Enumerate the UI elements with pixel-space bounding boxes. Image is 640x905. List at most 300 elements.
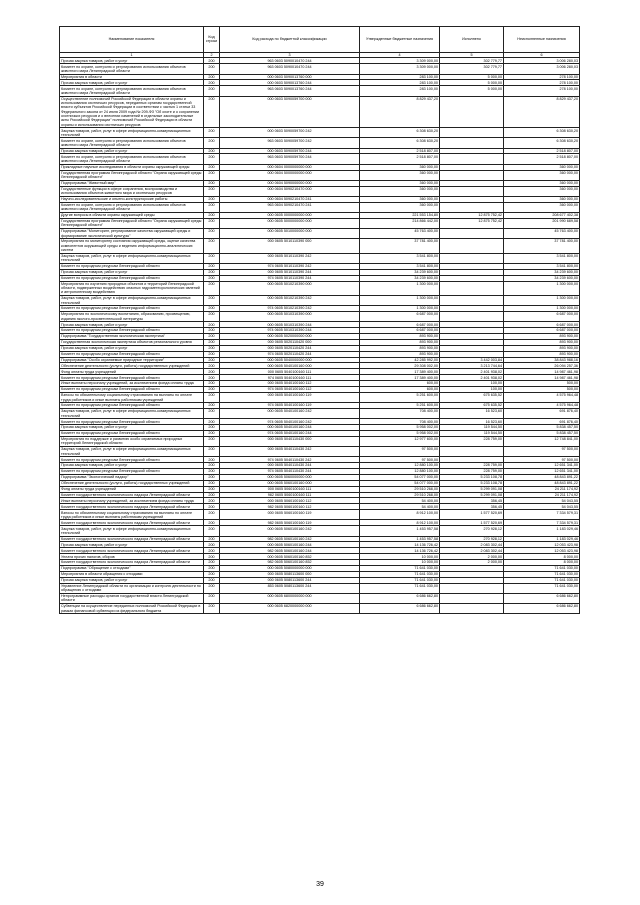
cell-line-code: 200 [204,312,220,322]
cell-executed: 119 544,50 [440,430,504,436]
cell-approved: 54 077 000,00 [360,474,440,480]
cell-unexecuted: 24 211 174,92 [504,486,580,492]
cell-budget-code: 000 0605 5020000000 000 [220,334,360,340]
cell-unexecuted: 201 990 689,58 [504,218,580,228]
cell-budget-code: 000 0605 5040110430 000 [220,436,360,446]
cell-line-code: 200 [204,571,220,577]
cell-approved: 29 308 002,00 [360,363,440,369]
cell-unexecuted: 2 518 807,00 [504,154,580,164]
table-body [60,58,580,614]
cell-approved: 12 880 100,00 [360,463,440,469]
cell-budget-code: 974 0605 5040100160 119 [220,403,360,409]
cell-name: Комитет по природным ресурсам Ленинградской области [60,457,204,463]
cell-unexecuted: 278 100,00 [504,80,580,86]
cell-approved: 97 500,00 [360,447,440,457]
cell-unexecuted: 6 686 662,80 [504,604,580,614]
cell-name: Комитет по охране, контролю и регулированию использования объектов животного мира Ленинградской области [60,86,204,96]
cell-line-code: 200 [204,425,220,431]
cell-unexecuted: 5 838 457,50 [504,430,580,436]
cell-approved: 893 900,00 [360,345,440,351]
cell-approved: 600,00 [360,387,440,393]
cell-line-code: 200 [204,170,220,180]
cell-budget-code: 974 0605 5040100160 111 [220,375,360,381]
cell-budget-code: 853 0605 5080113600 244 [220,583,360,593]
cell-name: Комитет по природным ресурсам Ленинградской области [60,403,204,409]
cell-budget-code: 000 0605 5010310390 000 [220,312,360,322]
cell-name: Обеспечение деятельности (услуги, работы) государственных учреждений [60,363,204,369]
cell-approved: 893 900,00 [360,339,440,345]
cell-budget-code: 000 0605 5020110420 244 [220,345,360,351]
cell-approved: 3 541 800,00 [360,253,440,263]
cell-executed: 5 000,00 [440,74,504,80]
cell-name: Комитет по природным ресурсам Ленинградской области [60,328,204,334]
cell-budget-code: 000 0603 5090013760 244 [220,80,360,86]
cell-budget-code: 982 0605 5060100160 112 [220,504,360,510]
cell-budget-code: 000 0605 5040100160 244 [220,425,360,431]
cell-unexecuted: 6 308 630,20 [504,138,580,148]
cell-line-code: 200 [204,328,220,334]
cell-executed [440,295,504,305]
cell-budget-code: 000 0605 5060100160 852 [220,554,360,560]
cell-executed [440,154,504,164]
cell-name: Прикладные научные исследования в области охраны окружающей среды [60,164,204,170]
cell-executed: 12 875 752,42 [440,212,504,218]
cell-executed: 675 635,52 [440,403,504,409]
cell-executed: 119 544,50 [440,425,504,431]
cell-line-code: 200 [204,577,220,583]
cell-unexecuted: 1 300 000,00 [504,306,580,312]
cell-executed [440,239,504,253]
cell-name: Государственная программа Ленинградской области "Охрана окружающей среды Ленинградской области" [60,218,204,228]
cell-name: Мероприятия по изучению природных объектов и территорий Ленинградской области, подверженных воздействию опасных гидрометеорологических явлений и антропогенному воздействию [60,281,204,295]
cell-approved: 17 389 400,00 [360,369,440,375]
cell-name: Закупка товаров, работ, услуг в сфере информационно-коммуникационных технологий [60,409,204,419]
cell-unexecuted: 8 829 437,20 [504,96,580,128]
cell-unexecuted: 691 876,40 [504,409,580,419]
cell-budget-code: 000 0605 5040100160 119 [220,392,360,402]
cell-budget-code: 963 0603 5090013760 244 [220,86,360,96]
cell-line-code: 200 [204,351,220,357]
cell-approved: 71 641 030,00 [360,577,440,583]
table-row [60,239,580,253]
cell-budget-code: 000 0605 5010110390 244 [220,269,360,275]
cell-unexecuted: 360 000,00 [504,180,580,186]
cell-approved: 600,00 [360,381,440,387]
cell-budget-code: 000 0605 5040110430 242 [220,447,360,457]
cell-unexecuted: 893 900,00 [504,339,580,345]
cell-line-code: 200 [204,510,220,520]
cell-approved: 360 000,00 [360,180,440,186]
cell-approved: 37 781 400,00 [360,239,440,253]
cell-line-code: 200 [204,80,220,86]
cell-executed [440,583,504,593]
cell-budget-code: 000 0605 5010110390 000 [220,239,360,253]
cell-executed: 302 779,77 [440,64,504,74]
cell-budget-code: 000 0605 5040100160 242 [220,409,360,419]
cell-name: Комитет государственного экологического надзора Ленинградской области [60,536,204,542]
cell-approved: 6 687 000,00 [360,312,440,322]
cell-executed [440,312,504,322]
table-row [60,138,580,148]
cell-approved: 34 239 600,00 [360,269,440,275]
cell-budget-code: 000 0605 5080000000 000 [220,565,360,571]
cell-unexecuted: 6 687 000,00 [504,322,580,328]
cell-unexecuted: 54 043,55 [504,498,580,504]
column-header-approved: Утвержденные бюджетные назначения [360,27,440,53]
cell-unexecuted: 3 541 800,00 [504,263,580,269]
cell-budget-code: 000 0605 5010210390 242 [220,295,360,305]
cell-name: Государственные функции в сфере сохранения, воспроизводства и использования объектов животного мира и охотничьих ресурсов [60,186,204,196]
cell-approved: 10 000,00 [360,560,440,566]
cell-executed [440,128,504,138]
cell-approved: 6 308 630,20 [360,138,440,148]
cell-name: Мероприятия по поддержке и развитию особо охраняемых природных территорий Ленинградской области [60,436,204,446]
table-row [60,392,580,402]
cell-line-code: 200 [204,212,220,218]
cell-approved: 71 641 030,00 [360,565,440,571]
cell-executed: 356,45 [440,498,504,504]
cell-approved: 1 300 000,00 [360,306,440,312]
cell-executed: 5 299 091,08 [440,492,504,498]
cell-approved: 1 300 000,00 [360,295,440,305]
cell-unexecuted: 1 183 029,46 [504,526,580,536]
cell-unexecuted: 71 641 030,00 [504,565,580,571]
cell-unexecuted: 5 838 457,50 [504,425,580,431]
cell-budget-code: 000 0605 5060100160 000 [220,480,360,486]
cell-unexecuted: 71 641 030,00 [504,583,580,593]
cell-approved: 29 510 268,00 [360,486,440,492]
cell-budget-code: 000 0604 5090210470 000 [220,186,360,196]
cell-line-code: 200 [204,604,220,614]
cell-name: Уплата прочих налогов, сборов [60,554,204,560]
cell-executed: 356,45 [440,504,504,510]
cell-executed: 100,00 [440,387,504,393]
cell-executed: 228 759,00 [440,469,504,475]
cell-executed: 5 233 108,78 [440,474,504,480]
cell-line-code: 200 [204,180,220,186]
cell-executed: 270 928,12 [440,536,504,542]
cell-unexecuted: 500,00 [504,387,580,393]
column-number: 1 [60,52,204,58]
cell-name: Другие вопросы в области охраны окружающей среды [60,212,204,218]
cell-line-code: 200 [204,480,220,486]
cell-budget-code: 000 0605 5080113600 244 [220,577,360,583]
cell-line-code: 200 [204,548,220,554]
cell-line-code: 200 [204,492,220,498]
cell-line-code: 200 [204,269,220,275]
cell-name: Иные выплаты персоналу учреждений, за исключением фонда оплаты труда [60,498,204,504]
cell-unexecuted: 71 641 030,00 [504,571,580,577]
cell-budget-code: 000 0605 5040100160 112 [220,381,360,387]
cell-executed: 2 401 938,02 [440,369,504,375]
table-row [60,604,580,614]
cell-budget-code: 000 0605 5040110430 244 [220,463,360,469]
cell-budget-code: 963 0604 5090210470 241 [220,202,360,212]
table-row [60,186,580,196]
cell-line-code: 200 [204,263,220,269]
column-number: 2 [204,52,220,58]
cell-executed [440,186,504,196]
cell-budget-code: 000 0603 5090059700 242 [220,128,360,138]
cell-executed: 675 635,52 [440,392,504,402]
cell-line-code: 200 [204,64,220,74]
cell-name: Закупка товаров, работ, услуг в сфере информационно-коммуникационных технологий [60,447,204,457]
cell-approved: 8 912 100,00 [360,510,440,520]
cell-executed: 228 759,00 [440,463,504,469]
cell-name: Государственная экологическая экспертиза объектов регионального уровня [60,339,204,345]
cell-unexecuted: 54 043,55 [504,504,580,510]
cell-name: Непрограммные расходы органов государственной власти Ленинградской области [60,593,204,603]
cell-name: Прочая закупка товаров, работ и услуг [60,577,204,583]
column-header-name: Наименование показателя [60,27,204,53]
cell-line-code: 200 [204,363,220,369]
cell-executed [440,202,504,212]
cell-unexecuted: 48 843 891,22 [504,480,580,486]
cell-line-code: 200 [204,436,220,446]
cell-budget-code: 982 0605 5060100160 852 [220,560,360,566]
cell-line-code: 200 [204,520,220,526]
cell-unexecuted: 12 651 341,00 [504,463,580,469]
cell-executed: 2 000,00 [440,560,504,566]
cell-unexecuted: 893 900,00 [504,345,580,351]
table-row [60,593,580,603]
cell-unexecuted: 4 575 964,48 [504,392,580,402]
cell-name: Подпрограмма "Мониторинг, регулирование качества окружающей среды и формирование экологической культуры" [60,228,204,238]
cell-budget-code: 974 0605 5010310390 244 [220,328,360,334]
cell-line-code: 200 [204,457,220,463]
cell-budget-code: 963 0603 5090010470 244 [220,64,360,74]
column-number: 6 [504,52,580,58]
cell-name: Подпрограмма "Особо охраняемые природные территории" [60,357,204,363]
cell-approved: 8 829 437,20 [360,96,440,128]
cell-approved: 71 641 030,00 [360,583,440,593]
cell-approved: 6 686 662,80 [360,604,440,614]
cell-unexecuted: 14 987 461,98 [504,369,580,375]
cell-name: Закупка товаров, работ, услуг в сфере информационно-коммуникационных технологий [60,128,204,138]
cell-approved: 360 000,00 [360,164,440,170]
cell-line-code: 200 [204,339,220,345]
cell-name: Прочая закупка товаров, работ и услуг [60,425,204,431]
cell-approved: 14 136 726,42 [360,542,440,548]
cell-line-code: 200 [204,565,220,571]
cell-executed: 5 000,00 [440,86,504,96]
cell-executed: 228 759,00 [440,436,504,446]
cell-unexecuted: 278 100,00 [504,86,580,96]
cell-line-code: 200 [204,295,220,305]
cell-executed [440,170,504,180]
cell-line-code: 200 [204,218,220,228]
cell-unexecuted: 360 000,00 [504,186,580,196]
cell-name: Комитет государственного экологического надзора Ленинградской области [60,560,204,566]
cell-line-code: 200 [204,228,220,238]
cell-name: Осуществление полномочий Российской Федерации в области охраны и использования охотничьих ресурсов, переданных органам государственной власти субъектов Российской Федерации в соответствии с частью 1 статьи 33 Федерального закона от 24 июля 2009 года № 209-ФЗ "Об охоте и о сохранении охотничьих ресурсов и о внесении изменений в отдельные законодательные акты Российской Федерации" полномочий Российской Федерации в области охраны и использования охотничьих ресурсов [60,96,204,128]
cell-executed [440,447,504,457]
cell-name: Комитет по природным ресурсам Ленинградской области [60,430,204,436]
cell-approved: 1 453 957,58 [360,536,440,542]
cell-executed: 3 442 003,84 [440,357,504,363]
cell-approved: 42 285 992,00 [360,357,440,363]
table-row [60,409,580,419]
cell-line-code: 200 [204,357,220,363]
cell-name: Комитет по охране, контролю и регулированию использования объектов животного мира Ленинградской области [60,138,204,148]
table-row [60,228,580,238]
cell-budget-code: 982 0605 5060100160 119 [220,520,360,526]
cell-unexecuted: 48 843 891,22 [504,474,580,480]
cell-name: Подпрограмма "Государственная экологическая экспертиза" [60,334,204,340]
cell-approved: 360 000,00 [360,202,440,212]
cell-executed [440,593,504,603]
cell-line-code: 200 [204,560,220,566]
cell-budget-code: 000 0605 0000000000 000 [220,212,360,218]
table-row [60,295,580,305]
cell-unexecuted: 12 053 423,98 [504,542,580,548]
cell-budget-code: 000 0604 5090210470 241 [220,196,360,202]
cell-unexecuted: 14 987 461,98 [504,375,580,381]
cell-name: Иные выплаты персоналу учреждений, за исключением фонда оплаты труда [60,381,204,387]
cell-budget-code: 974 0605 5010210390 242 [220,306,360,312]
cell-name: Фонд оплаты труда учреждений [60,369,204,375]
cell-budget-code: 000 0605 5060100160 111 [220,486,360,492]
cell-line-code: 200 [204,409,220,419]
cell-unexecuted: 8 000,00 [504,554,580,560]
cell-unexecuted: 6 308 630,20 [504,128,580,138]
cell-executed [440,281,504,295]
cell-line-code: 200 [204,430,220,436]
cell-name: Подпрограмма "Животный мир" [60,180,204,186]
cell-line-code: 200 [204,275,220,281]
cell-name: Закупка товаров, работ, услуг в сфере информационно-коммуникационных технологий [60,253,204,263]
cell-line-code: 200 [204,593,220,603]
cell-approved: 29 510 268,00 [360,492,440,498]
cell-executed [440,604,504,614]
cell-budget-code: 000 0605 5080113600 000 [220,571,360,577]
cell-unexecuted: 4 575 964,48 [504,403,580,409]
cell-unexecuted: 3 541 800,00 [504,253,580,263]
cell-budget-code: 974 0605 5010110390 244 [220,275,360,281]
cell-name: Обеспечение деятельности (услуги, работы) государственных учреждений [60,480,204,486]
cell-approved: 214 866 442,00 [360,218,440,228]
cell-unexecuted: 1 300 000,00 [504,295,580,305]
cell-line-code: 200 [204,392,220,402]
cell-budget-code: 000 0604 5090000000 000 [220,180,360,186]
cell-line-code: 200 [204,138,220,148]
column-header-budget-code: Код расхода по бюджетной классификации [220,27,360,53]
cell-approved: 6 686 662,80 [360,593,440,603]
cell-line-code: 200 [204,474,220,480]
page-number: 39 [316,881,324,888]
cell-name: Прочая закупка товаров, работ и услуг [60,463,204,469]
cell-approved: 2 518 807,00 [360,154,440,164]
cell-unexecuted: 3 006 280,03 [504,64,580,74]
cell-budget-code: 000 0605 5060100160 242 [220,526,360,536]
column-number: 4 [360,52,440,58]
table-row [60,312,580,322]
cell-unexecuted: 6 686 662,80 [504,593,580,603]
cell-name: Прочая закупка товаров, работ и услуг [60,542,204,548]
report-page [59,26,579,614]
table-row [60,96,580,128]
cell-unexecuted: 278 100,00 [504,74,580,80]
cell-budget-code: 982 0605 5060100160 111 [220,492,360,498]
cell-budget-code: 000 0605 5040000000 000 [220,357,360,363]
cell-executed: 1 577 520,69 [440,510,504,520]
cell-unexecuted: 8 000,00 [504,560,580,566]
cell-unexecuted: 7 334 579,31 [504,510,580,520]
cell-name: Взносы по обязательному социальному страхованию на выплаты по оплате труда работников и иные выплаты работникам учреждений [60,510,204,520]
cell-budget-code: 000 0605 5000000000 000 [220,218,360,228]
cell-budget-code: 974 0605 5040100160 242 [220,419,360,425]
cell-line-code: 200 [204,369,220,375]
cell-unexecuted: 71 641 030,00 [504,577,580,583]
cell-name: Комитет по природным ресурсам Ленинградской области [60,469,204,475]
cell-line-code: 200 [204,164,220,170]
cell-name: Комитет по охране, контролю и регулированию использования объектов животного мира Ленинградской области [60,64,204,74]
cell-budget-code: 963 0603 5090059700 242 [220,138,360,148]
cell-approved: 12 977 600,00 [360,436,440,446]
cell-budget-code: 000 0604 0000000000 000 [220,164,360,170]
cell-name: Мероприятия по мониторингу состояния окружающей среды, оценке качества компонентов окружающей среды и ведению информационно-аналитических систем [60,239,204,253]
cell-line-code: 200 [204,381,220,387]
table-row [60,64,580,74]
table-row [60,281,580,295]
cell-approved: 3 541 800,00 [360,263,440,269]
cell-line-code: 200 [204,542,220,548]
cell-approved: 71 641 030,00 [360,571,440,577]
cell-approved: 54 400,00 [360,498,440,504]
cell-approved: 1 300 000,00 [360,281,440,295]
table-row [60,154,580,164]
cell-unexecuted: 1 300 000,00 [504,281,580,295]
cell-line-code: 200 [204,375,220,381]
cell-line-code: 200 [204,526,220,536]
table-row [60,447,580,457]
cell-budget-code: 963 0603 5090059700 244 [220,154,360,164]
cell-unexecuted: 12 748 841,00 [504,436,580,446]
cell-approved: 8 912 100,00 [360,520,440,526]
cell-name: Комитет по природным ресурсам Ленинградской области [60,263,204,269]
cell-name: Прочая закупка товаров, работ и услуг [60,80,204,86]
cell-name: Подпрограмма "Обращение с отходами" [60,565,204,571]
column-header-executed: Исполнено [440,27,504,53]
cell-unexecuted: 360 000,00 [504,202,580,212]
cell-name: Прочая закупка товаров, работ и услуг [60,58,204,64]
cell-unexecuted: 38 843 988,16 [504,357,580,363]
cell-line-code: 200 [204,536,220,542]
budget-execution-table [59,26,580,614]
cell-unexecuted: 360 000,00 [504,196,580,202]
cell-name: Взносы по обязательному социальному страхованию на выплаты по оплате труда работников и иные выплаты работникам учреждений [60,392,204,402]
cell-budget-code: 000 0605 6800000000 000 [220,593,360,603]
cell-line-code: 200 [204,583,220,593]
cell-executed [440,253,504,263]
cell-executed: 5 233 108,78 [440,480,504,486]
cell-name: Государственная программа Ленинградской области "Охрана окружающей среды Ленинградской области" [60,170,204,180]
cell-line-code: 200 [204,486,220,492]
table-row [60,436,580,446]
cell-approved: 360 000,00 [360,170,440,180]
cell-budget-code: 974 0605 5040110430 244 [220,469,360,475]
cell-unexecuted: 45 763 400,00 [504,228,580,238]
cell-executed [440,138,504,148]
table-header-row [60,27,580,53]
cell-executed: 270 928,12 [440,526,504,536]
cell-executed: 12 875 752,42 [440,218,504,228]
cell-unexecuted: 208 677 402,38 [504,212,580,218]
table-row [60,86,580,96]
cell-line-code: 200 [204,504,220,510]
cell-budget-code: 000 0605 5010000000 000 [220,228,360,238]
cell-approved: 12 880 100,00 [360,469,440,475]
